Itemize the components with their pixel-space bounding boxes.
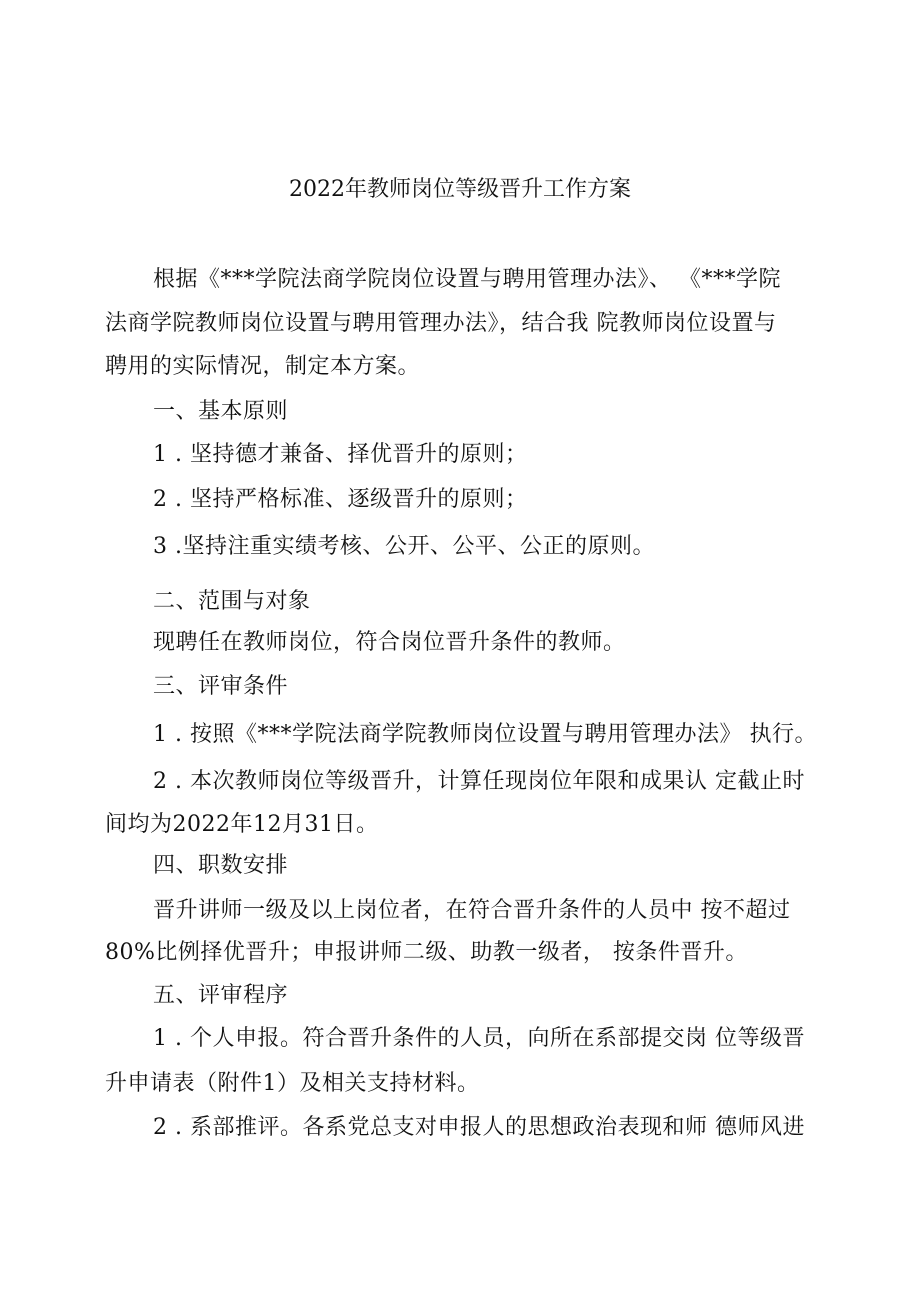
paragraph-line: 法商学院教师岗位设置与聘用管理办法》，结合我 院教师岗位设置与 — [105, 311, 777, 336]
list-item: 2 . 系部推评。各系党总支对申报人的思想政治表现和师 德师风进 — [153, 1115, 805, 1140]
section-heading: 四、职数安排 — [153, 853, 289, 878]
paragraph-line: 间均为2022年12月31日。 — [105, 812, 379, 837]
list-item: 1 . 个人申报。符合晋升条件的人员，向所在系部提交岗 位等级晋 — [153, 1026, 805, 1051]
paragraph-line: 聘用的实际情况，制定本方案。 — [105, 354, 421, 379]
section-heading: 一、基本原则 — [153, 399, 289, 424]
paragraph-line: 80%比例择优晋升；申报讲师二级、助教一级者， 按条件晋升。 — [105, 940, 748, 965]
list-item: 1 . 按照《***学院法商学院教师岗位设置与聘用管理办法》 执行。 — [153, 722, 817, 747]
list-item: 3 .坚持注重实绩考核、公开、公平、公正的原则。 — [153, 534, 655, 559]
list-item: 2 . 坚持严格标准、逐级晋升的原则； — [153, 487, 528, 512]
section-heading: 五、评审程序 — [153, 983, 289, 1008]
section-heading: 二、范围与对象 — [153, 589, 311, 614]
section-heading: 三、评审条件 — [153, 674, 289, 699]
paragraph-line: 现聘任在教师岗位，符合岗位晋升条件的教师。 — [153, 630, 626, 655]
list-item: 1 . 坚持德才兼备、择优晋升的原则； — [153, 442, 528, 467]
paragraph-line: 升申请表（附件1）及相关支持材料。 — [105, 1071, 480, 1096]
list-item: 2 . 本次教师岗位等级晋升，计算任现岗位年限和成果认 定截止时 — [153, 769, 805, 794]
paragraph-line: 根据《***学院法商学院岗位设置与聘用管理办法》、 《***学院 — [153, 267, 781, 292]
document-title: 2022年教师岗位等级晋升工作方案 — [289, 177, 631, 202]
paragraph-line: 晋升讲师一级及以上岗位者，在符合晋升条件的人员中 按不超过 — [153, 898, 791, 923]
